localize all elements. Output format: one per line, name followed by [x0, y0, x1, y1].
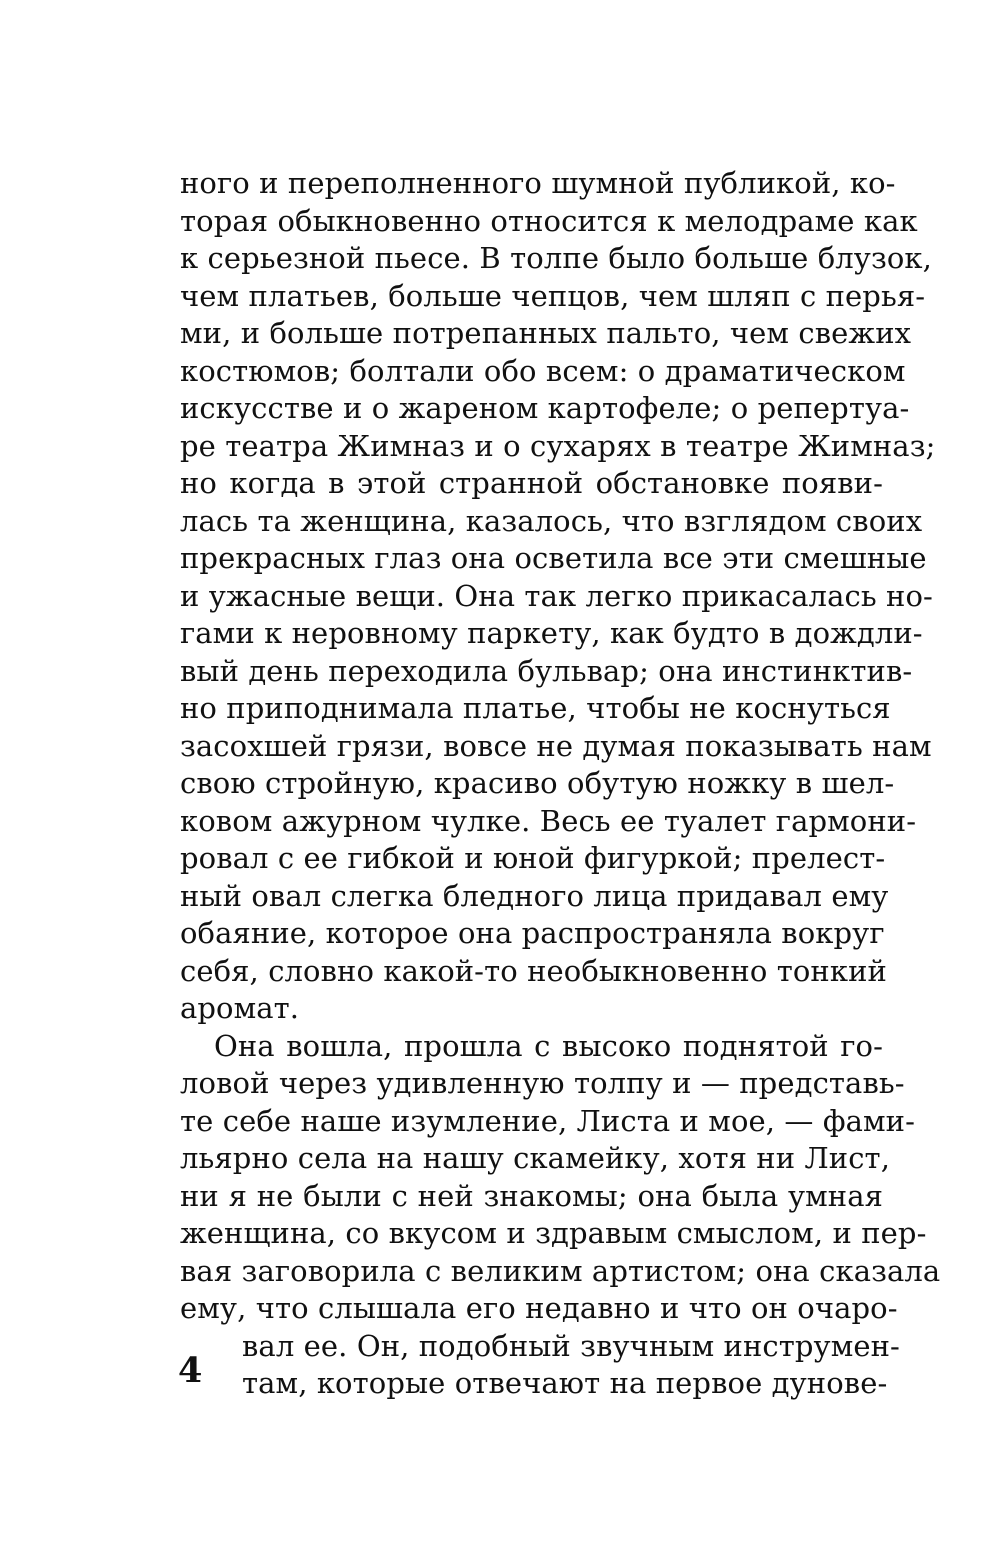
text-line: вый день переходила бульвар; она инстинктив-	[180, 653, 913, 688]
text-line: свою стройную, красиво обутую ножку в шел-	[180, 766, 895, 800]
text-line: льярно села на нашу скамейку, хотя ни Лист,	[180, 1141, 891, 1175]
body-text	[180, 165, 941, 1403]
paragraph-1	[180, 165, 936, 1028]
text-line: прекрасных глаз она осветила все эти смешные	[180, 541, 927, 575]
text-line: ре театра Жимназ и о сухарях в театре Жимназ;	[180, 428, 936, 463]
text-line: ного и переполненного шумной публикой, ко-	[180, 166, 896, 200]
text-line: ный овал слегка бледного лица придавал ему	[180, 878, 889, 913]
text-line: лась та женщина, казалось, что взглядом своих	[180, 503, 923, 538]
text-line: аромат.	[180, 991, 300, 1025]
text-line: засохшей грязи, вовсе не думая показывать нам	[180, 728, 932, 763]
text-line: искусстве и о жареном картофеле; о репертуа-	[180, 391, 910, 425]
text-line: ловой через удивленную толпу и — представь-	[180, 1066, 905, 1100]
text-line: но когда в этой странной обстановке появи-	[180, 466, 883, 500]
text-line: но приподнимала платье, чтобы не коснуться	[180, 691, 891, 725]
text-line: ковом ажурном чулке. Весь ее туалет гармони-	[180, 803, 917, 838]
text-line: торая обыкновенно относится к мелодраме как	[180, 203, 918, 238]
text-line: вая заговорила с великим артистом; она сказала	[180, 1253, 941, 1288]
paragraph-2	[180, 1028, 941, 1403]
text-line: ровал с ее гибкой и юной фигуркой; прелест-	[180, 841, 886, 875]
text-line: ему, что слышала его недавно и что он очаро-	[180, 1291, 898, 1325]
text-line: обаяние, которое она распространяла вокруг	[180, 916, 885, 950]
text-line: чем платьев, больше чепцов, чем шляп с перья-	[180, 278, 926, 313]
text-line: и ужасные вещи. Она так легко прикасалась но-	[180, 578, 933, 613]
text-line: те себе наше изумление, Листа и мое, — фами-	[180, 1103, 916, 1138]
text-line: Она вошла, прошла с высоко поднятой го-	[214, 1028, 883, 1063]
text-line: к серьезной пьесе. В толпе было больше блузок,	[180, 241, 932, 275]
text-line: ми, и больше потрепанных пальто, чем свежих	[180, 316, 912, 350]
text-line: себя, словно какой-то необыкновенно тонкий	[180, 953, 887, 988]
page-number: 4	[178, 1350, 203, 1391]
text-line: вал ее. Он, подобный звучным инструмен-	[242, 1328, 900, 1363]
text-line: женщина, со вкусом и здравым смыслом, и пер-	[180, 1216, 927, 1250]
text-line: ни я не были с ней знакомы; она была умная	[180, 1178, 883, 1213]
text-line: там, которые отвечают на первое дунове-	[242, 1366, 888, 1400]
text-line: гами к неровному паркету, как будто в дождли-	[180, 616, 923, 650]
text-line: костюмов; болтали обо всем: о драматическом	[180, 353, 906, 388]
